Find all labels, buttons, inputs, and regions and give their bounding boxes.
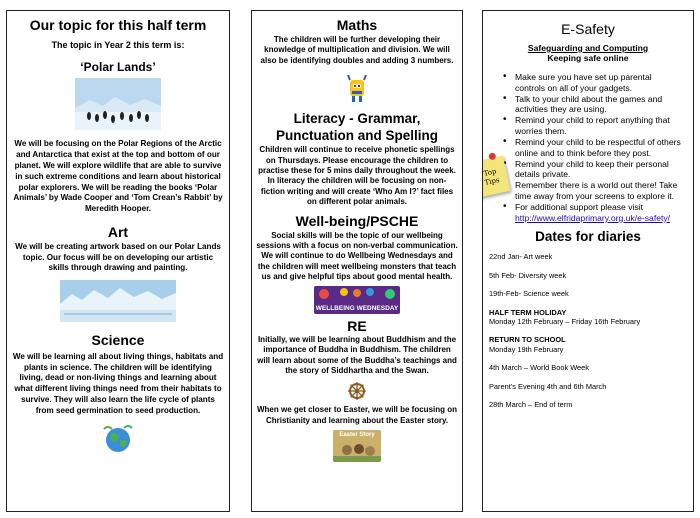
pin-icon [488, 152, 496, 160]
date-item [483, 289, 693, 298]
art-image [60, 280, 176, 322]
easter-banner-text: Easter Story [339, 432, 375, 439]
topic-intro: The topic in Year 2 this term is: [51, 40, 185, 50]
date-text: 28th March – End of term [489, 399, 573, 409]
esafety-title: E-Safety [561, 21, 615, 37]
art-text: We will be creating artwork based on our Polar Lands topic. Our focus will be on developing our artistic skills through drawing and painting. [15, 241, 221, 273]
date-label: HALF TERM HOLIDAY [489, 307, 567, 317]
topic-title: Our topic for this half term [29, 17, 207, 33]
esafety-subtitle-2: Keeping safe online [547, 53, 629, 63]
date-item [483, 335, 693, 354]
earth-icon [100, 423, 136, 455]
wellbeing-text: Social skills will be the topic of our wellbeing sessions with a focus on non-verbal communication. We will continue to do Wellbeing Wednesdays and the children will meet wellbeing monsters that teach us and give helpful tips about good mental health. [256, 230, 458, 282]
tip-item: • Remember there is a world out there! Take time away from your screens to explore it. [515, 180, 683, 201]
polar-photo [75, 78, 161, 130]
esafety-link[interactable]: http://www.elfridaprimary.org.uk/e-safety/ [515, 212, 671, 223]
subjects-panel [251, 10, 463, 512]
date-item [483, 308, 693, 327]
maths-heading: Maths [336, 17, 378, 33]
dates-list [483, 252, 693, 409]
literacy-text-writing: In literacy the children will be focusing on non-fiction writing and will create ‘Who Am I?’ fact files on different polar animals. [260, 176, 454, 207]
tip-item: • Remind your child to keep their personal details private. [515, 159, 683, 180]
date-item [483, 400, 693, 409]
date-item [483, 363, 693, 372]
re-text-easter: When we get closer to Easter, we will be focusing on Christianity and learning about the Easter story. [256, 405, 458, 425]
date-item [483, 252, 693, 261]
tip-item: • Remind your child to report anything that worries them. [515, 115, 683, 136]
re-text-buddhism: Initially, we will be learning about Buddhism and the importance of Buddha in Buddhism. The children will learn about some of the Buddha’s teachings and the story of Siddhartha and the Swan. [257, 334, 457, 375]
easter-story-image [333, 430, 381, 462]
wellbeing-heading: Well-being/PSCHE [295, 212, 419, 229]
topic-description: We will be focusing on the Polar Regions of the Arctic and Antarctica that exist at the top and bottom of our planet. We will explore wildlife that are able to survive in such extreme conditions and learn about historical polar explorers. We will be reading the books ‘Polar Animals’ by Wade Cooper and ‘Tom Crean’s Rabbit’ by Meredith Hooper. [13, 139, 223, 214]
literacy-text-spelling: Children will continue to receive phonetic spellings on Thursdays. Please encourage the children to practise these for 5 mins daily throughout the week. [258, 145, 456, 176]
sticky-note-text: Top Tips [483, 167, 501, 187]
date-label: RETURN TO SCHOOL [489, 335, 566, 345]
esafety-panel [482, 10, 694, 512]
dates-heading: Dates for diaries [535, 229, 641, 245]
date-text: Parent’s Evening 4th and 6th March [489, 381, 607, 391]
topic-name: ‘Polar Lands’ [80, 60, 156, 75]
science-text: We will be learning all about living things, habitats and plants in science. The children will be identifying living, dead or non-living things and learning about what different living things need from their habitats to survive. They will also learn the life cycle of plants from seed germination to seed production. [12, 351, 224, 415]
more-info-text: For additional support please visit [515, 202, 644, 213]
science-heading: Science [91, 331, 145, 348]
date-text: 19th-Feb- Science week [489, 289, 569, 299]
wellbeing-banner-text: WELLBEING WEDNESDAY [315, 304, 399, 312]
art-heading: Art [107, 223, 129, 240]
topic-panel [6, 10, 230, 512]
wellbeing-banner [314, 286, 400, 314]
maths-character-icon [346, 74, 368, 104]
date-item [483, 271, 693, 280]
date-text: Monday 12th February – Friday 16th February [489, 316, 641, 326]
literacy-heading: Literacy - Grammar, Punctuation and Spelling [276, 111, 438, 144]
tip-item: • Make sure you have set up parental controls on all of your gadgets. [515, 72, 683, 93]
date-text: 4th March – World Book Week [489, 363, 589, 373]
tip-item: • Remind your child to be respectful of others online and to think before they post. [515, 137, 683, 158]
date-text: 5th Feb- Diversity week [489, 270, 567, 280]
re-heading: RE [347, 317, 367, 334]
tip-item [515, 202, 683, 223]
maths-text: The children will be further developing their knowledge of multiplication and division. We will also be identifying doubles and adding 3 numbers. [260, 35, 454, 65]
date-text: Monday 19th February [489, 344, 564, 354]
date-item [483, 382, 693, 391]
dharma-wheel-icon [347, 381, 367, 401]
esafety-subtitle: Safeguarding and Computing [527, 43, 649, 53]
tip-item: • Talk to your child about the games and activities they are using. [515, 94, 683, 115]
tips-list [497, 72, 693, 223]
date-text: 22nd Jan- Art week [489, 252, 553, 262]
